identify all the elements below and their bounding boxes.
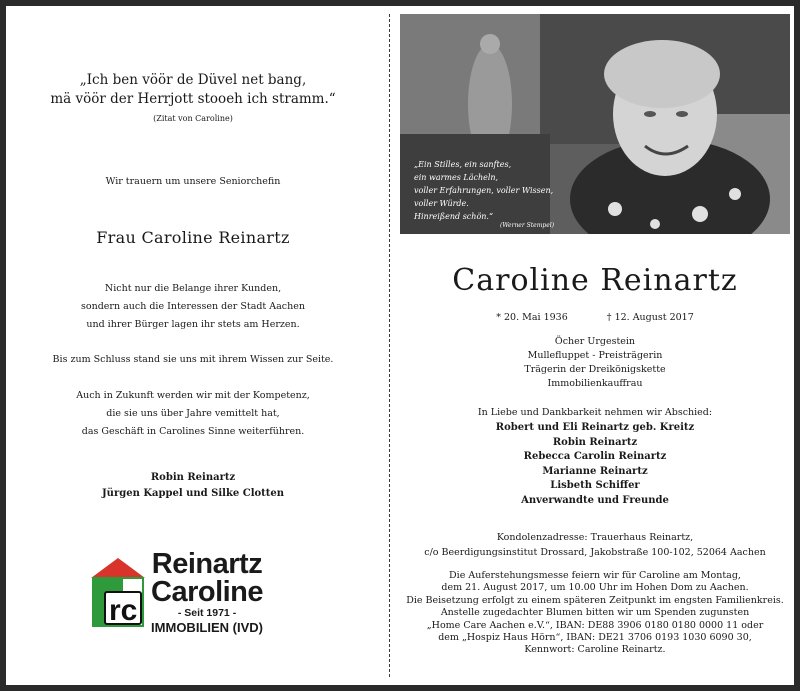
photo-quote-line: „Ein Stilles, ein sanftes,	[414, 160, 512, 169]
address-line: c/o Beerdigungsinstitut Drossard, Jakobstraße 100-102, 52064 Aachen	[424, 547, 766, 558]
family-member: Marianne Reinartz	[542, 465, 648, 477]
text-line: Nicht nur die Belange ihrer Kunden,	[104, 283, 282, 294]
service-line: dem 21. August 2017, um 10.00 Uhr im Hohen Dom zu Aachen.	[441, 582, 749, 594]
mourning-line: Wir trauern um unsere Seniorchefin	[105, 176, 281, 187]
logo-wordmark	[151, 550, 263, 635]
service-line: Kennwort: Caroline Reinartz.	[524, 644, 666, 656]
signatory: Jürgen Kappel und Silke Clotten	[101, 488, 285, 499]
page-divider	[389, 14, 390, 677]
quote-line: „Ich ben vöör de Düvel net bang,	[79, 72, 307, 88]
family-member: Robert und Eli Reinartz geb. Kreitz	[495, 422, 695, 433]
photo-quote-line: voller Erfahrungen, voller Wissen,	[414, 186, 554, 195]
deceased-name-heading: Caroline Reinartz	[452, 263, 738, 298]
house-rc-icon	[91, 556, 145, 628]
honor-item: Öcher Urgestein	[554, 336, 636, 347]
text-line: und ihrer Bürger lagen ihr stets am Herzen.	[86, 319, 300, 330]
logo-mark-letters: rc	[109, 594, 138, 627]
service-line: Anstelle zugedachter Blumen bitten wir um Spenden zugunsten	[440, 607, 750, 619]
signatory: Robin Reinartz	[150, 472, 236, 483]
life-dates	[398, 312, 792, 323]
family-member: Lisbeth Schiffer	[550, 480, 640, 492]
farewell-line: In Liebe und Dankbarkeit nehmen wir Abschied:	[477, 407, 713, 418]
logo-line-caroline: Caroline	[151, 576, 264, 608]
death-date: † 12. August 2017	[606, 312, 694, 323]
paragraph-future	[8, 387, 378, 441]
portrait-photo	[400, 14, 790, 234]
text-line: das Geschäft in Carolines Sinne weiterführen.	[81, 426, 305, 437]
photo-quote-line: ein warmes Lächeln,	[414, 173, 499, 182]
text-line: sondern auch die Interessen der Stadt Aachen	[81, 301, 305, 312]
service-line: Die Beisetzung erfolgt zu einem späteren Zeitpunkt im engsten Familienkreis.	[406, 594, 784, 606]
left-column	[8, 8, 378, 683]
photo-quote-source: (Werner Stempel)	[500, 222, 555, 229]
honors-list	[398, 335, 792, 391]
birth-date: * 20. Mai 1936	[496, 312, 568, 323]
right-column	[398, 8, 792, 683]
family-member: Rebecca Carolin Reinartz	[523, 451, 667, 463]
paragraph-customers	[8, 280, 378, 334]
company-logo	[91, 546, 311, 642]
paragraph-knowledge: Bis zum Schluss stand sie uns mit ihrem Wissen zur Seite.	[52, 354, 334, 365]
service-line: „Home Care Aachen e.V.“, IBAN: DE88 3906 0180 0180 0000 11 oder	[426, 619, 764, 631]
logo-line-immobilien: IMMOBILIEN (IVD)	[151, 620, 263, 635]
family-member: Robin Reinartz	[552, 436, 638, 448]
dialect-quote	[8, 71, 378, 109]
signatories	[8, 470, 378, 502]
photo-quote-line: voller Würde.	[414, 199, 469, 208]
family-member: Anverwandte und Freunde	[521, 494, 669, 506]
photo-quote-line: Hinreißend schön.“	[414, 212, 494, 221]
logo-line-reinartz: Reinartz	[151, 548, 263, 580]
text-line: die sie uns über Jahre vemittelt hat,	[106, 408, 280, 419]
honor-item: Trägerin der Dreikönigskette	[524, 364, 666, 375]
honor-item: Mullefluppet - Preisträgerin	[527, 350, 663, 361]
logo-line-since: - Seit 1971 -	[177, 607, 237, 619]
photo-quote	[414, 158, 553, 223]
service-line: Die Auferstehungsmesse feiern wir für Caroline am Montag,	[449, 570, 741, 581]
service-info	[398, 570, 792, 657]
address-line: Kondolenzadresse: Trauerhaus Reinartz,	[496, 532, 694, 543]
honor-item: Immobilienkauffrau	[547, 378, 643, 389]
family-list	[398, 421, 792, 509]
deceased-name: Frau Caroline Reinartz	[96, 228, 290, 247]
quote-line: mä vöör der Herrjott stooeh ich stramm.“	[50, 91, 336, 107]
condolence-address	[398, 530, 792, 560]
quote-source: (Zitat von Caroline)	[153, 114, 233, 123]
text-line: Auch in Zukunft werden wir mit der Kompetenz,	[76, 390, 310, 401]
service-line: dem „Hospiz Haus Hörn“, IBAN: DE21 3706 0193 1030 6090 30,	[438, 632, 752, 644]
